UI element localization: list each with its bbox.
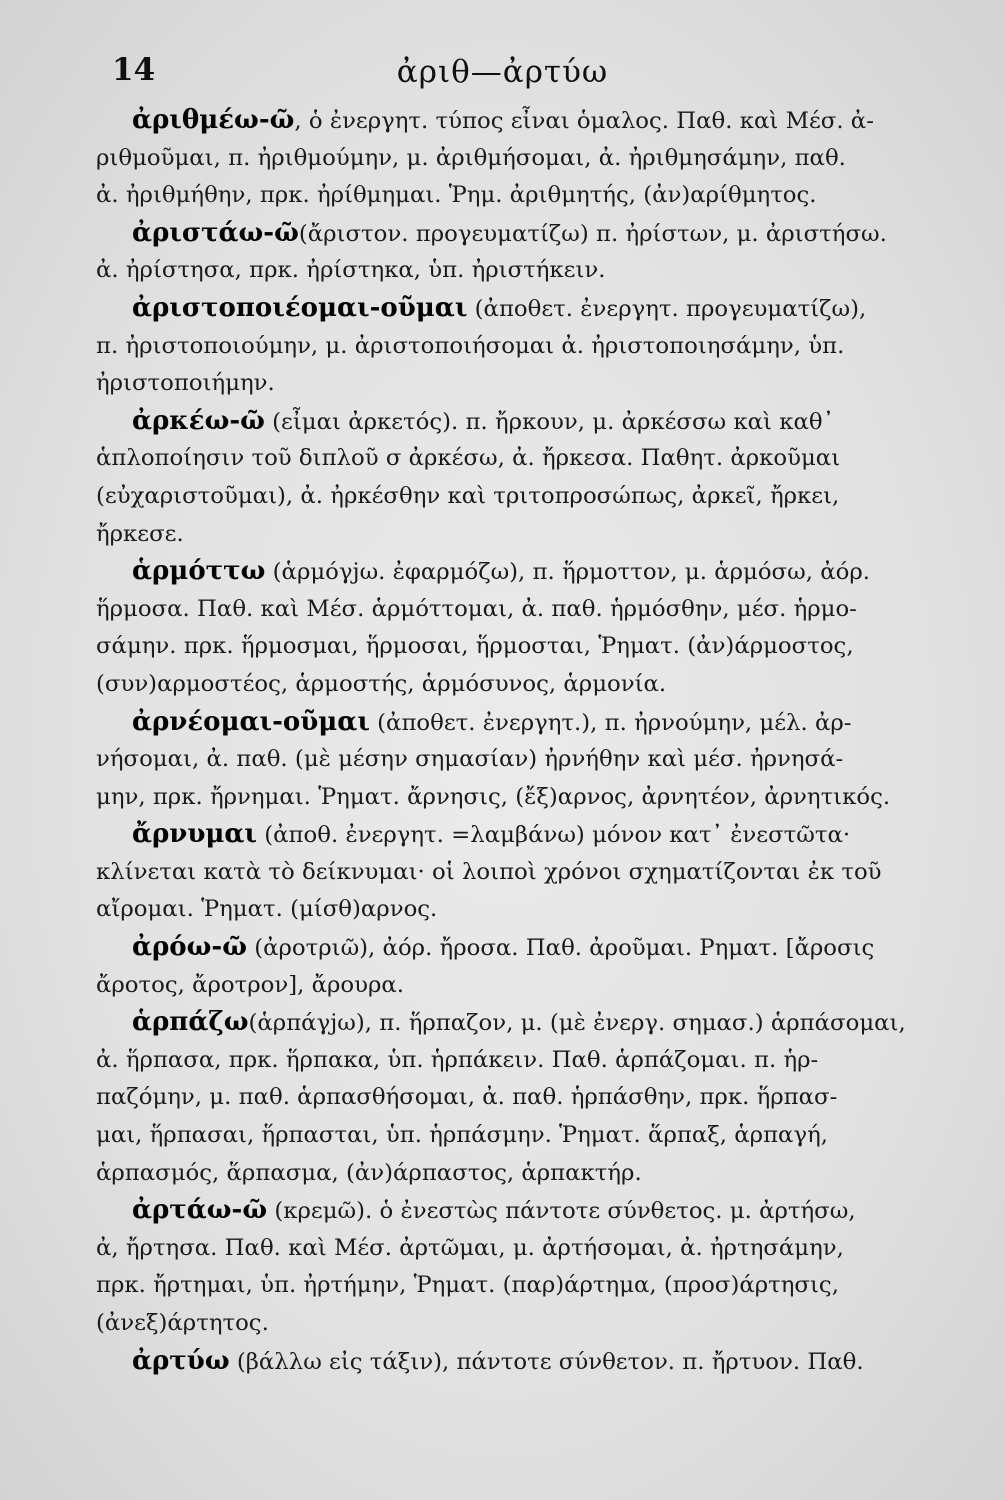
entry-line <box>96 365 936 403</box>
dictionary-entries <box>96 102 936 1380</box>
entry-text: (ἀποθετ. ἐνεργητ.), π. ἠρνούμην, μέλ. ἀρ- <box>369 709 852 736</box>
entry-text: ριθμοῦμαι, π. ἠριθμούμην, μ. ἀριθμήσομαι, ἀ. ἠριθμησάμην, παθ. <box>96 144 846 171</box>
entry-headword: ἀρκέω-ῶ <box>132 405 265 436</box>
entry-headword: ἁρπάζω <box>132 1007 249 1038</box>
entry-text: ἠριστοποιήμην. <box>96 370 275 397</box>
entry-text: , ὁ ἐνεργητ. τύπος εἶναι ὁμαλος. Παθ. καὶ Μέσ. ἀ- <box>294 108 874 134</box>
entry-text: νήσομαι, ἀ. παθ. (μὲ μέσην σημασίαν) ἠρνήθην καὶ μέσ. ἠρνησά- <box>96 746 844 773</box>
entry-line <box>96 1305 936 1343</box>
entry-text: ἤρκεσε. <box>96 520 184 547</box>
page-header <box>0 50 1005 94</box>
entry-line <box>96 1117 936 1155</box>
entry-text: ἁπλοποίησιν τοῦ διπλοῦ σ ἀρκέσω, ἀ. ἤρκεσα. Παθητ. ἀρκοῦμαι <box>96 445 841 472</box>
entry-line <box>96 1042 936 1080</box>
entry-headword: ἀρτάω-ῶ <box>132 1195 268 1226</box>
entry-text: (ἀροτριῶ), ἀόρ. ἤροσα. Παθ. ἀροῦμαι. Ρηματ. [ἄροσις <box>246 935 875 962</box>
entry-line <box>96 478 936 516</box>
page-number: 14 <box>112 52 156 88</box>
entry-text: ἄροτος, ἄροτρον], ἄρουρα. <box>96 971 405 998</box>
entry-line <box>96 1079 936 1117</box>
entry-headword: ἀριστάω-ῶ <box>132 217 299 248</box>
entry-text: (ἁρμόγjω. ἐφαρμόζω), π. ἥρμοττον, μ. ἁρμόσω, ἀόρ. <box>265 559 870 586</box>
entry-line <box>96 1192 936 1230</box>
entry-text: (εὐχαριστοῦμαι), ἀ. ἠρκέσθην καὶ τριτοπροσώπως, ἀρκεῖ, ἤρκει, <box>96 482 840 509</box>
entry-line <box>96 102 936 140</box>
entry-headword: ἀριθμέω-ῶ <box>132 105 295 135</box>
entry-text: (κρεμῶ). ὁ ἐνεστὼς πάντοτε σύνθετος. μ. ἀρτήσω, <box>267 1198 856 1225</box>
entry-line <box>96 1230 936 1268</box>
entry-text: παζόμην, μ. παθ. ἁρπασθήσομαι, ἀ. παθ. ἡρπάσθην, πρκ. ἥρπασ- <box>96 1084 838 1111</box>
entry-line <box>96 1155 936 1193</box>
entry-text: αἴρομαι. Ῥηματ. (μίσθ)αρνος. <box>96 896 438 923</box>
entry-text: (βάλλω εἰς τάξιν), πάντοτε σύνθετον. π. ἤρτυον. Παθ. <box>229 1348 864 1375</box>
entry-text: (ἀποθετ. ἐνεργητ. προγευματίζω), <box>467 295 867 322</box>
entry-line <box>96 215 936 253</box>
entry-line <box>96 779 936 817</box>
entry-line <box>96 891 936 929</box>
entry-text: (συν)αρμοστέος, ἁρμοστής, ἁρμόσυνος, ἁρμονία. <box>96 670 667 697</box>
entry-text: μην, πρκ. ἤρνημαι. Ῥηματ. ἄρνησις, (ἔξ)αρνος, ἀρνητέον, ἀρνητικός. <box>96 783 891 810</box>
entry-line <box>96 816 936 854</box>
entry-line <box>96 741 936 779</box>
entry-text: ἁρπασμός, ἅρπασμα, (ἀν)άρπαστος, ἁρπακτήρ. <box>96 1159 642 1186</box>
entry-headword: ἀριστοποιέομαι-οῦμαι <box>132 292 468 323</box>
running-head: ἀριθ—ἀρτύω <box>396 54 609 90</box>
entry-line <box>96 553 936 591</box>
entry-text: ἀ, ἤρτησα. Παθ. καὶ Μέσ. ἀρτῶμαι, μ. ἀρτήσομαι, ἀ. ἠρτησάμην, <box>96 1234 844 1261</box>
entry-text: ἀ. ἠρίστησα, πρκ. ἠρίστηκα, ὑπ. ἠριστήκειν. <box>96 257 606 284</box>
entry-line <box>96 1004 936 1042</box>
entry-line <box>96 591 936 629</box>
entry-line <box>96 328 936 366</box>
entry-line <box>96 1343 936 1381</box>
entry-headword: ἀρνέομαι-οῦμαι <box>132 706 370 737</box>
entry-line <box>96 290 936 328</box>
entry-line <box>96 967 936 1005</box>
entry-line <box>96 704 936 742</box>
entry-text: π. ἠριστοποιούμην, μ. ἀριστοποιήσομαι ἀ. ἠριστοποιησάμην, ὑπ. <box>96 332 845 359</box>
entry-text: (ἀποθ. ἐνεργητ. =λαμβάνω) μόνον κατ᾽ ἐνεστῶτα· <box>257 822 851 849</box>
entry-line <box>96 854 936 892</box>
entry-headword: ἀρόω-ῶ <box>132 932 247 963</box>
entry-text: (ἄριστον. προγευματίζω) π. ἠρίστων, μ. ἀριστήσω. <box>298 220 887 247</box>
entry-line <box>96 929 936 967</box>
entry-line <box>96 252 936 290</box>
entry-line <box>96 177 936 215</box>
entry-line <box>96 628 936 666</box>
entry-text: κλίνεται κατὰ τὸ δείκνυμαι· οἱ λοιποὶ χρόνοι σχηματίζονται ἐκ τοῦ <box>96 858 882 885</box>
entry-text: σάμην. πρκ. ἥρμοσμαι, ἥρμοσαι, ἥρμοσται, Ῥηματ. (ἀν)άρμοστος, <box>96 633 854 660</box>
entry-text: πρκ. ἤρτημαι, ὑπ. ἠρτήμην, Ῥηματ. (παρ)άρτημα, (προσ)άρτησις, <box>96 1272 839 1299</box>
entry-text: μαι, ἥρπασαι, ἥρπασται, ὑπ. ἡρπάσμην. Ῥηματ. ἅρπαξ, ἁρπαγή, <box>96 1122 828 1149</box>
entry-text: (ἁρπάγjω), π. ἥρπαζον, μ. (μὲ ἐνεργ. σημασ.) ἁρπάσομαι, <box>248 1010 906 1037</box>
entry-headword: ἁρμόττω <box>132 556 266 587</box>
entry-line <box>96 516 936 554</box>
entry-line <box>96 1267 936 1305</box>
entry-text: (ἀνεξ)άρτητος. <box>96 1310 269 1336</box>
entry-line <box>96 666 936 704</box>
entry-line <box>96 140 936 178</box>
entry-text: ἥρμοσα. Παθ. καὶ Μέσ. ἁρμόττομαι, ἀ. παθ. ἡρμόσθην, μέσ. ἡρμο- <box>96 595 857 622</box>
entry-headword: ἀρτύω <box>132 1345 230 1376</box>
entry-line <box>96 403 936 441</box>
entry-headword: ἄρνυμαι <box>132 819 257 850</box>
entry-text: (εἶμαι ἀρκετός). π. ἤρκουν, μ. ἀρκέσσω καὶ καθ᾽ <box>264 408 834 435</box>
entry-text: ἀ. ἥρπασα, πρκ. ἥρπακα, ὑπ. ἡρπάκειν. Παθ. ἁρπάζομαι. π. ἡρ- <box>96 1046 819 1073</box>
entry-line <box>96 440 936 478</box>
entry-text: ἀ. ἠριθμήθην, πρκ. ἠρίθμημαι. Ῥημ. ἀριθμητής, (ἀν)αρίθμητος. <box>96 182 817 209</box>
